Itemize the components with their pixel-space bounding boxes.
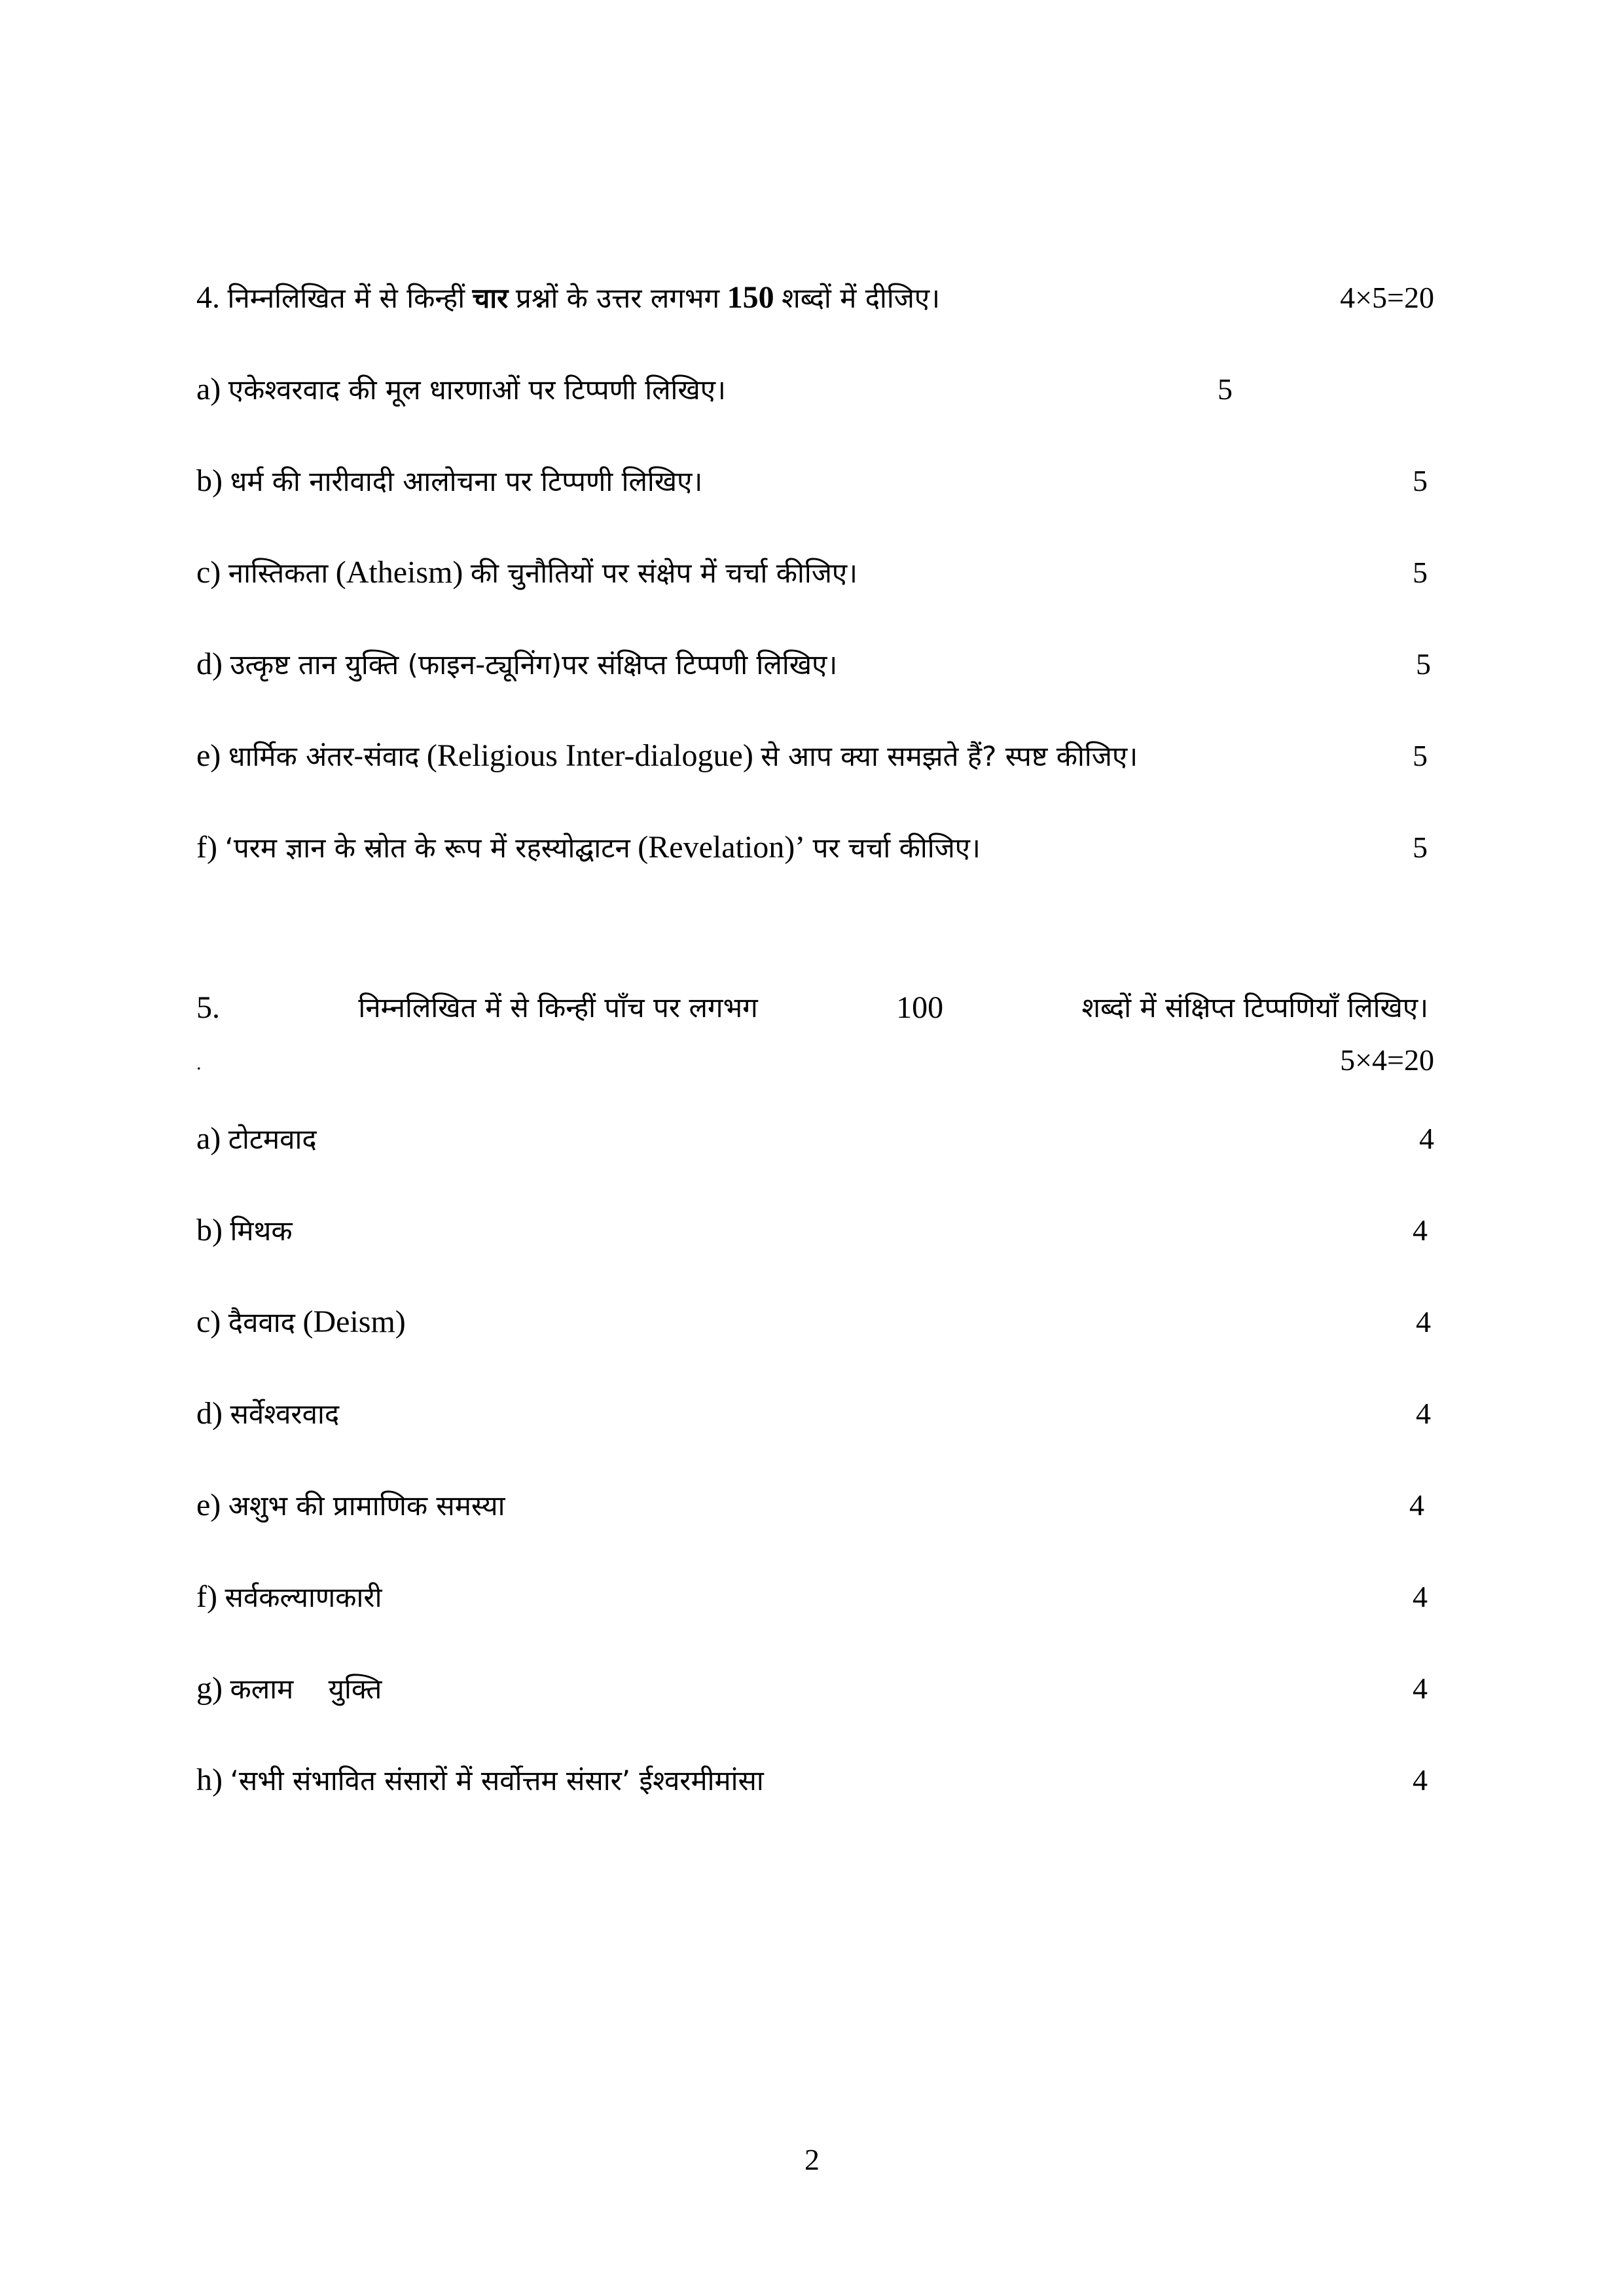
q4-text-a: निम्नलिखित में से किन्हीं <box>227 282 465 314</box>
item-text: ‘सभी संभावित संसारों में सर्वोत्तम संसार’ ईश्वरमीमांसा <box>230 1765 764 1797</box>
q5-total-marks: 5×4=20 <box>1340 1043 1434 1077</box>
item-english-term: (Religious Inter-dialogue) <box>426 738 753 773</box>
q4-word-count: 150 <box>727 280 774 315</box>
q5-heading <box>196 988 1428 1028</box>
q5-item-g-marks: 4 <box>1413 1672 1428 1705</box>
item-text: अशुभ की प्रामाणिक समस्या <box>228 1490 505 1522</box>
q5-number: 5. <box>196 990 220 1025</box>
item-text: टोटमवाद <box>228 1123 317 1155</box>
item-label: g) <box>196 1671 223 1706</box>
q4-heading <box>196 278 940 318</box>
item-label: e) <box>196 738 221 773</box>
item-text: धार्मिक अंतर-संवाद <box>228 740 420 772</box>
q5-item-c-marks: 4 <box>1416 1305 1431 1338</box>
q5-text-a: निम्नलिखित में से किन्हीं पाँच पर लगभग <box>358 992 758 1024</box>
q5-item-e <box>196 1486 505 1526</box>
q4-item-f-marks: 5 <box>1413 831 1428 864</box>
item-text: मिथक <box>230 1215 293 1247</box>
item-text: एकेश्वरवाद की मूल धारणाओं पर टिप्पणी लिखिए। <box>228 374 726 406</box>
item-text: धर्म की नारीवादी आलोचना पर टिप्पणी लिखिए। <box>230 465 703 497</box>
q4-number: 4. <box>196 280 220 315</box>
q5-item-e-marks: 4 <box>1409 1488 1424 1522</box>
item-label: h) <box>196 1763 223 1797</box>
q4-item-e <box>196 736 1138 776</box>
item-english-term: (Revelation)’ <box>638 830 806 865</box>
q4-item-a <box>196 370 726 410</box>
q5-word-count: 100 <box>896 990 944 1025</box>
q5-item-f <box>196 1577 382 1617</box>
item-label: a) <box>196 372 221 406</box>
item-text-tail: की चुनौतियों पर संक्षेप में चर्चा कीजिए। <box>470 557 858 589</box>
q5-item-d <box>196 1394 339 1434</box>
q4-text-bold: चार <box>472 282 509 314</box>
q5-text-b: शब्दों में संक्षिप्त टिप्पणियाँ लिखिए। <box>1081 992 1428 1024</box>
q4-item-c-marks: 5 <box>1413 556 1428 589</box>
q4-item-b <box>196 461 702 501</box>
page-number: 2 <box>804 2143 820 2176</box>
item-text: ‘परम ज्ञान के स्रोत के रूप में रहस्योद्घाटन <box>225 832 630 864</box>
item-label: f) <box>196 1579 217 1614</box>
q5-item-c <box>196 1302 406 1342</box>
item-english-term: (Deism) <box>302 1304 406 1339</box>
q5-item-a <box>196 1119 317 1159</box>
q5-item-h-marks: 4 <box>1413 1763 1428 1797</box>
item-label: b) <box>196 463 223 498</box>
q5-item-a-marks: 4 <box>1419 1122 1434 1155</box>
q5-item-b <box>196 1211 293 1251</box>
item-label: d) <box>196 1396 223 1431</box>
item-label: a) <box>196 1121 221 1156</box>
q5-item-h <box>196 1761 764 1801</box>
item-label: f) <box>196 830 217 865</box>
q4-item-c <box>196 553 857 593</box>
q4-item-f <box>196 828 981 868</box>
item-text: सर्वकल्याणकारी <box>225 1581 382 1613</box>
q4-item-d-marks: 5 <box>1416 647 1431 681</box>
item-label: d) <box>196 647 223 681</box>
q5-item-d-marks: 4 <box>1416 1397 1431 1430</box>
item-text: दैववाद <box>228 1306 295 1338</box>
q4-item-a-marks: 5 <box>1218 372 1233 406</box>
item-text: सर्वेश्वरवाद <box>230 1398 340 1430</box>
item-text-tail: से आप क्या समझते हैं? स्पष्ट कीजिए। <box>761 740 1138 772</box>
q5-item-f-marks: 4 <box>1413 1580 1428 1613</box>
q5-item-g <box>196 1669 382 1709</box>
q4-total-marks: 4×5=20 <box>1340 281 1434 314</box>
item-text: उत्कृष्ट तान युक्ति (फाइन-ट्यूनिंग)पर संक्षिप्त टिप्पणी लिखिए। <box>230 649 838 681</box>
item-label: c) <box>196 1304 221 1339</box>
q5-item-b-marks: 4 <box>1413 1213 1428 1247</box>
item-english-term: (Atheism) <box>335 555 463 590</box>
q4-item-e-marks: 5 <box>1413 739 1428 772</box>
q4-text-c: शब्दों में दीजिए। <box>782 282 941 314</box>
item-text-tail: पर चर्चा कीजिए। <box>812 832 981 864</box>
q4-item-b-marks: 5 <box>1413 464 1428 497</box>
item-label: e) <box>196 1488 221 1522</box>
item-label: c) <box>196 555 221 590</box>
item-label: b) <box>196 1213 223 1247</box>
q5-dot: . <box>196 1052 202 1074</box>
item-text: कलाम युक्ति <box>230 1673 382 1705</box>
q4-item-d <box>196 645 837 685</box>
item-text: नास्तिकता <box>228 557 329 589</box>
q4-text-b: प्रश्नों के उत्तर लगभग <box>515 282 720 314</box>
